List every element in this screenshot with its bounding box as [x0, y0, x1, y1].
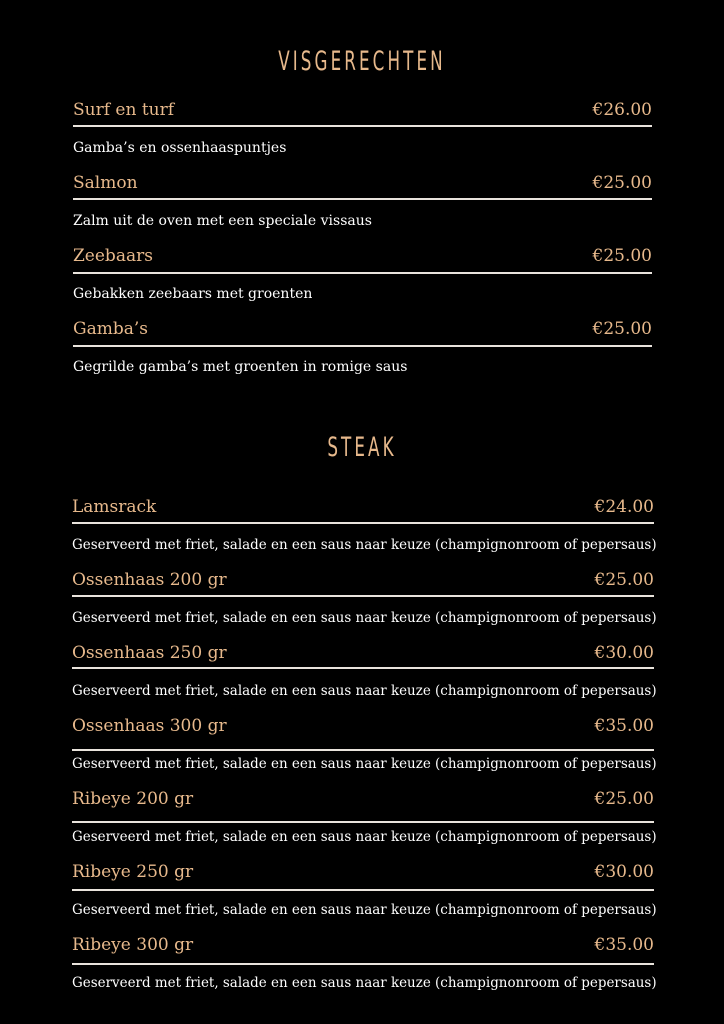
menu-item-price: €30.00: [594, 643, 654, 663]
menu-item-description: Geserveerd met friet, salade en een saus naar keuze (champignonroom of pepersaus): [72, 975, 657, 991]
divider: [73, 345, 652, 347]
menu-item-price: €35.00: [594, 716, 654, 736]
menu-item-description: Gamba’s en ossenhaaspuntjes: [73, 140, 287, 156]
menu-item-description: Zalm uit de oven met een speciale vissaus: [73, 213, 372, 229]
menu-item-name: Surf en turf: [73, 100, 175, 120]
menu-item-description: Gebakken zeebaars met groenten: [73, 286, 313, 302]
divider: [72, 595, 654, 597]
divider: [72, 522, 654, 524]
menu-item-name: Ribeye 250 gr: [72, 862, 194, 882]
menu-item-description: Geserveerd met friet, salade en een saus naar keuze (champignonroom of pepersaus): [72, 537, 657, 553]
menu-item-description: Geserveerd met friet, salade en een saus naar keuze (champignonroom of pepersaus): [72, 756, 657, 772]
menu-item-price: €35.00: [594, 935, 654, 955]
menu-item-description: Geserveerd met friet, salade en een saus naar keuze (champignonroom of pepersaus): [72, 902, 657, 918]
section-title: VISGERECHTEN: [278, 46, 446, 77]
menu-item-name: Ossenhaas 300 gr: [72, 716, 227, 736]
divider: [72, 749, 654, 751]
divider: [72, 889, 654, 891]
menu-item-name: Ribeye 300 gr: [72, 935, 194, 955]
section-title: STEAK: [327, 432, 397, 463]
menu-item-description: Geserveerd met friet, salade en een saus naar keuze (champignonroom of pepersaus): [72, 683, 657, 699]
divider: [73, 272, 652, 274]
divider: [73, 125, 652, 127]
menu-item-description: Gegrilde gamba’s met groenten in romige saus: [73, 359, 408, 375]
menu-item-price: €24.00: [594, 497, 654, 517]
menu-item-name: Lamsrack: [72, 497, 157, 517]
menu-item-price: €25.00: [592, 173, 652, 193]
divider: [72, 821, 654, 823]
menu-item-name: Ribeye 200 gr: [72, 789, 194, 809]
menu-item-price: €30.00: [594, 862, 654, 882]
divider: [73, 198, 652, 200]
menu-item-price: €26.00: [592, 100, 652, 120]
divider: [72, 963, 654, 965]
menu-item-description: Geserveerd met friet, salade en een saus naar keuze (champignonroom of pepersaus): [72, 829, 657, 845]
menu-item-name: Ossenhaas 200 gr: [72, 570, 227, 590]
menu-item-price: €25.00: [592, 246, 652, 266]
menu-item-name: Ossenhaas 250 gr: [72, 643, 227, 663]
menu-item-description: Geserveerd met friet, salade en een saus naar keuze (champignonroom of pepersaus): [72, 610, 657, 626]
menu-item-name: Salmon: [73, 173, 138, 193]
menu-item-price: €25.00: [594, 570, 654, 590]
menu-item-price: €25.00: [592, 319, 652, 339]
menu-item-name: Gamba’s: [73, 319, 148, 339]
menu-item-price: €25.00: [594, 789, 654, 809]
divider: [72, 667, 654, 669]
menu-item-name: Zeebaars: [73, 246, 153, 266]
